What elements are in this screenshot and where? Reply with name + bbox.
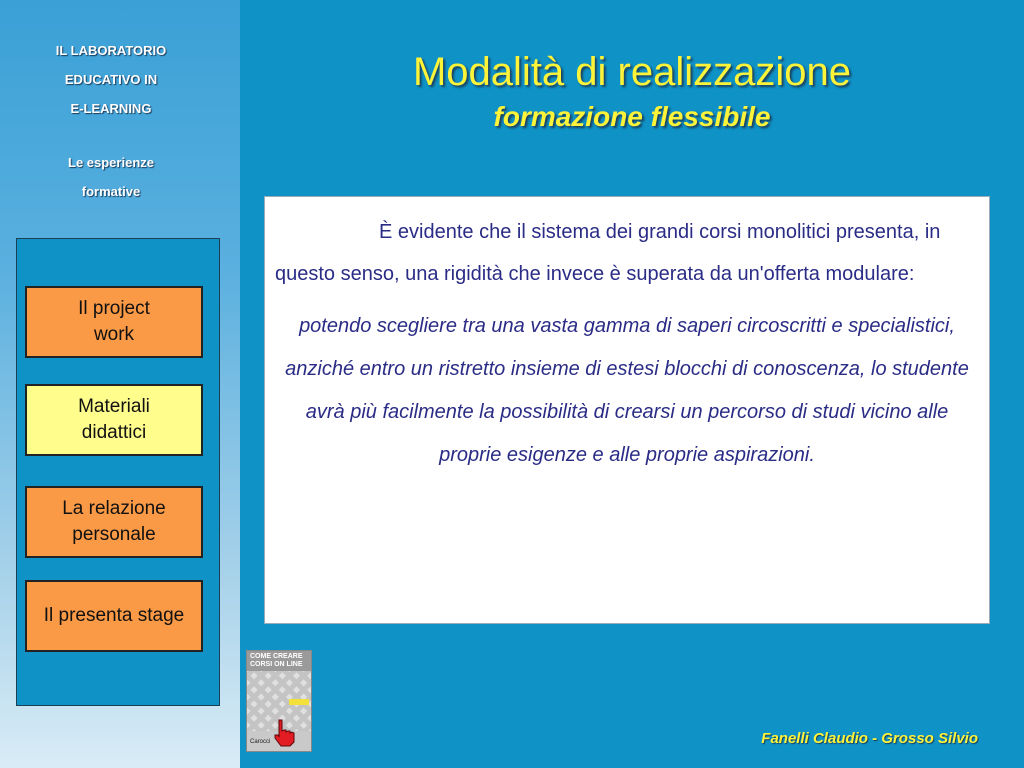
nav-button-label: La relazione [62, 498, 166, 519]
nav-button-label: work [93, 324, 135, 345]
nav-button-label: Il presenta stage [43, 605, 185, 626]
pointer-hand-icon [270, 718, 298, 748]
book-title [250, 653, 303, 669]
nav-button-relazione-personale[interactable] [25, 486, 203, 558]
quote-paragraph: potendo scegliere tra una vasta gamma di saperi circoscritti e specialistici, anziché entro un ristretto insieme di estesi blocchi di conoscenza, lo studente avrà più facilmente la possibilità di crearsi un percorso di studi vicino alle proprie esigenze e alle proprie aspirazioni. [285, 315, 969, 466]
intro-paragraph: È evidente che il sistema dei grandi corsi monolitici presenta, in questo senso, una rigidità che invece è superata da un'offerta modulare: [275, 221, 941, 285]
nav-button-project-work[interactable] [25, 286, 203, 358]
nav-button-label: personale [72, 524, 156, 545]
course-title [0, 36, 222, 123]
section-title-line: Le esperienze [68, 155, 154, 170]
slide-subtitle: formazione flessibile [493, 101, 771, 132]
slide-title: Modalità di realizzazione [412, 50, 851, 94]
content-box [264, 196, 990, 624]
course-title-line: IL LABORATORIO [55, 43, 167, 58]
book-title-line: CORSI ON LINE [250, 661, 303, 668]
course-title-line: EDUCATIVO IN [64, 72, 158, 87]
nav-button-label: Il project [78, 298, 150, 319]
book-publisher: Carocci [250, 739, 271, 745]
section-title [0, 148, 222, 206]
course-title-line: E-LEARNING [70, 101, 152, 116]
book-tag [289, 699, 309, 705]
nav-button-materiali-didattici[interactable] [25, 384, 203, 456]
section-title-line: formative [81, 184, 141, 199]
nav-button-label: didattici [81, 422, 147, 443]
nav-button-label: Materiali [78, 396, 150, 417]
book-title-line: COME CREARE [250, 653, 303, 660]
nav-button-presenta-stage[interactable] [25, 580, 203, 652]
footer-authors: Fanelli Claudio - Grosso Silvio [761, 730, 978, 747]
